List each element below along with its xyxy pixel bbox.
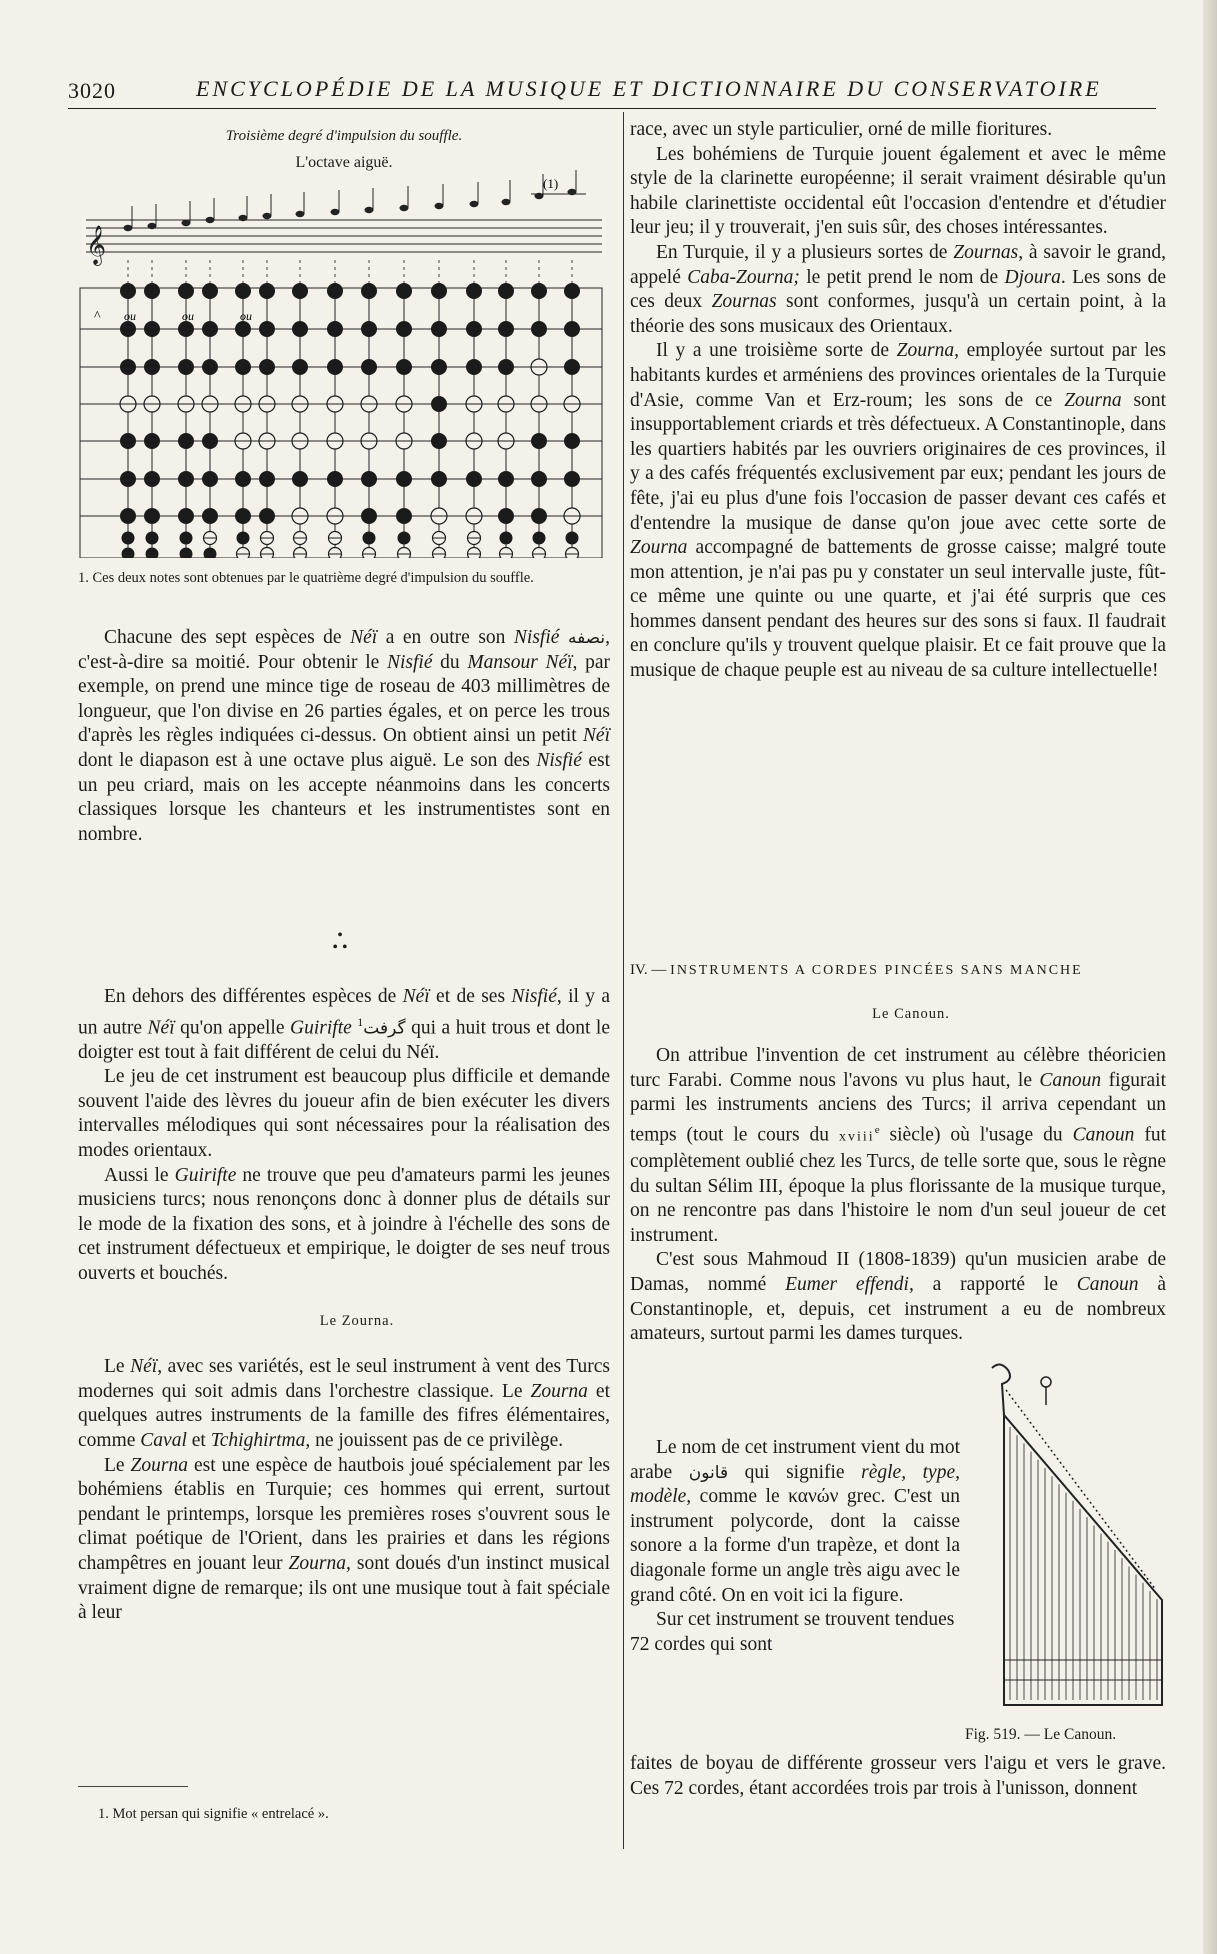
- closed-hole-dot: [120, 433, 136, 449]
- open-hole-dot: [294, 548, 307, 559]
- closed-hole-dot: [564, 359, 580, 375]
- open-hole-dot: [566, 548, 579, 559]
- closed-hole-dot: [144, 508, 160, 524]
- paragraph-amateurs: Aussi le Guirifte ne trouve que peu d'amateurs parmi les jeunes musiciens turcs; nous renonçons donc à donner plus de détails sur le mode de la fixation des sons, et à joindre à l'échelle des sons de cet instrument défectueux et empirique, le doigter de ses neuf trous ouverts et bouchés.: [78, 1164, 611, 1285]
- closed-hole-dot: [531, 433, 547, 449]
- closed-hole-dot: [327, 321, 343, 337]
- closed-hole-dot: [146, 532, 159, 545]
- closed-hole-dot: [202, 471, 218, 487]
- paragraph-cordes-b: faites de boyau de différente grosseur vers l'aigu et vers le grave. Ces 72 cordes, étant accordées trois par trois à l'unisson, donnent: [630, 1753, 1166, 1799]
- right-column-canoun: [630, 958, 1166, 1347]
- footnote-rule: [78, 1786, 188, 1787]
- staff-note: [435, 203, 444, 209]
- closed-hole-dot: [361, 471, 377, 487]
- staff-note: [263, 213, 272, 219]
- closed-hole-dot: [235, 321, 251, 337]
- closed-hole-dot: [396, 321, 412, 337]
- closed-hole-dot: [361, 283, 377, 299]
- closed-hole-dot: [235, 471, 251, 487]
- paragraph-mahmoud: C'est sous Mahmoud II (1808-1839) qu'un musicien arabe de Damas, nommé Eumer effendi, a rapporté le Canoun à Constantinople, et, depuis, cet instrument a eu de nombreux amateurs, surtout parmi les dames turques.: [630, 1249, 1166, 1345]
- fingering-chart-svg: [76, 128, 612, 558]
- music-staff: [86, 220, 602, 266]
- closed-hole-dot: [122, 548, 135, 559]
- closed-hole-dot: [292, 471, 308, 487]
- zourna-heading: Le Zourna.: [319, 1312, 395, 1329]
- closed-hole-dot: [202, 508, 218, 524]
- canoun-heading: Le Canoun.: [872, 1005, 950, 1022]
- closed-hole-dot: [361, 359, 377, 375]
- paragraph-etymology: Le nom de cet instrument vient du mot arabe قانون qui signifie règle, type, modèle, comme le κανών grec. C'est un instrument polycorde, dont la caisse sonore a la forme d'un trapèze, et dont la diagonale forme un angle très aigu avec le grand côté. On en voit ici la figure.: [630, 1437, 960, 1606]
- staff-note: [502, 199, 511, 205]
- right-column-bottom: [630, 1752, 1166, 1801]
- closed-hole-dot: [361, 321, 377, 337]
- closed-hole-dot: [259, 508, 275, 524]
- treble-clef: 𝄞: [86, 225, 107, 265]
- closed-hole-dot: [292, 283, 308, 299]
- closed-hole-dot: [327, 359, 343, 375]
- closed-hole-dot: [120, 471, 136, 487]
- closed-hole-dot: [564, 283, 580, 299]
- paragraph-nei-orchestre: Le Néï, avec ses variétés, est le seul instrument à vent des Turcs modernes qui soit admis dans l'orchestre classique. Le Zourna et quelques autres instruments de la famille des fifres élémentaires, comme Caval et Tchighirtma, ne jouissent pas de ce privilège.: [78, 1356, 610, 1451]
- open-hole-dot: [398, 548, 411, 559]
- canoun-caption: Fig. 519. — Le Canoun.: [965, 1726, 1117, 1743]
- paragraph-race: race, avec un style particulier, orné de mille fioritures.: [630, 119, 1053, 140]
- closed-hole-dot: [144, 433, 160, 449]
- closed-hole-dot: [259, 359, 275, 375]
- staff-notes: [124, 170, 577, 298]
- closed-hole-dot: [202, 359, 218, 375]
- ou-labels: [124, 309, 252, 323]
- closed-hole-dot: [531, 508, 547, 524]
- closed-hole-dot: [178, 508, 194, 524]
- closed-hole-dot: [120, 508, 136, 524]
- closed-hole-dot: [120, 359, 136, 375]
- page-number: 3020: [68, 78, 116, 103]
- closed-hole-dot: [531, 471, 547, 487]
- closed-hole-dot: [144, 321, 160, 337]
- staff-note: [206, 217, 215, 223]
- section-separator: • • •: [332, 927, 348, 956]
- figure-heading: Troisième degré d'impulsion du souffle.: [225, 128, 463, 144]
- open-hole-dot: [329, 548, 342, 559]
- closed-hole-dot: [466, 359, 482, 375]
- closed-hole-dot: [396, 471, 412, 487]
- closed-hole-dot: [363, 532, 376, 545]
- staff-note: [182, 220, 191, 226]
- closed-hole-dot: [120, 283, 136, 299]
- closed-hole-dot: [431, 433, 447, 449]
- closed-hole-dot: [327, 283, 343, 299]
- closed-hole-dot: [431, 321, 447, 337]
- closed-hole-dot: [564, 433, 580, 449]
- staff-note: [331, 209, 340, 215]
- open-hole-dot: [533, 548, 546, 559]
- closed-hole-dot: [498, 471, 514, 487]
- left-column-bottom: [78, 985, 610, 1626]
- page-header: [68, 76, 1156, 110]
- closed-hole-dot: [396, 359, 412, 375]
- closed-hole-dot: [566, 532, 579, 545]
- figure-subheading: L'octave aiguë.: [295, 154, 393, 171]
- closed-hole-dot: [327, 471, 343, 487]
- staff-note: [239, 215, 248, 221]
- staff-note: [296, 211, 305, 217]
- closed-hole-dot: [431, 359, 447, 375]
- closed-hole-dot: [180, 548, 193, 559]
- ou-label: ou: [124, 309, 136, 323]
- page-edge: [1203, 0, 1217, 1954]
- paragraph-zournas-sortes: En Turquie, il y a plusieurs sortes de Zournas, à savoir le grand, appelé Caba-Zourna; le petit prend le nom de Djoura. Les sons de ces deux Zournas sont conformes, jusqu'à un certain point, à la théorie des sons musicaux des Orientaux.: [630, 241, 1167, 337]
- closed-hole-dot: [431, 396, 447, 412]
- closed-hole-dot: [564, 471, 580, 487]
- closed-hole-dot: [202, 433, 218, 449]
- paragraph-cordes-a: Sur cet instrument se trouvent tendues 72 cordes qui sont: [630, 1609, 955, 1655]
- closed-hole-dot: [237, 532, 250, 545]
- canoun-illustration: [986, 1360, 1172, 1712]
- staff-note: [365, 207, 374, 213]
- paragraph-jeu: Le jeu de cet instrument est beaucoup plus difficile et demande souvent l'aide des lèvres du joueur afin de bien exécuter les divers intervalles mélodiques qui sont nécessaires pour la réalisation des modes orientaux.: [78, 1066, 610, 1162]
- open-hole-dot: [500, 548, 513, 559]
- closed-hole-dot: [144, 359, 160, 375]
- header-rule: [68, 108, 1156, 109]
- closed-hole-dot: [178, 433, 194, 449]
- closed-hole-dot: [259, 321, 275, 337]
- paragraph-troisieme-zourna: Il y a une troisième sorte de Zourna, employée surtout par les habitants kurdes et arméniens des provinces orientales de la Turquie d'Asie, comme Van et Erz-roum; les sons de ce Zourna sont insupportablement criards et très défectueux. A Constantinople, dans les quartiers habités par les ouvriers originaires de ces provinces, il y a des cafés fréquentés exclusivement par eux; pendant les jours de fête, j'ai eu plus d'une fois l'occasion de passer devant ces cafés et d'entendre la musique de danse qu'on joue avec cette sorte de Zourna accompagné de battements de grosse caisse; malgré toute mon attention, je n'ai pas pu y constater un seul intervalle juste, fût-ce même une quinte ou une quarte, et j'ai été surpris que ces hommes dansent pendant des heures sur des sons si faux. Il faudrait en conclure qu'ils y trouvent quelque plaisir. Et ce fait prouve que la musique de chaque peuple est au niveau de sa culture intellectuelle!: [630, 340, 1167, 682]
- closed-hole-dot: [431, 283, 447, 299]
- column-divider: [623, 112, 624, 1849]
- closed-hole-dot: [235, 359, 251, 375]
- running-title: ENCYCLOPÉDIE DE LA MUSIQUE ET DICTIONNAIRE DU CONSERVATOIRE: [196, 76, 1102, 101]
- open-hole-dot: [261, 548, 274, 559]
- closed-hole-dot: [202, 283, 218, 299]
- figure-footnote: 1. Ces deux notes sont obtenues par le quatrième degré d'impulsion du souffle.: [78, 570, 534, 586]
- right-column-etymology: [630, 1436, 960, 1657]
- closed-hole-dot: [202, 321, 218, 337]
- closed-hole-dot: [178, 359, 194, 375]
- paragraph-clarinette: Les bohémiens de Turquie jouent également et avec le même style de la clarinette européenne; il serait vraiment désirable qu'un habile clarinettiste occidental eût l'occasion d'entendre et d'étudier leur jeu; il y trouverait, j'en suis sûr, des choses intéressantes.: [630, 143, 1166, 239]
- closed-hole-dot: [361, 508, 377, 524]
- ou-label: ou: [182, 309, 194, 323]
- staff-note: [400, 205, 409, 211]
- closed-hole-dot: [259, 471, 275, 487]
- paragraph-zourna-bohemiens: Le Zourna est une espèce de hautbois joué spécialement par les bohémiens établis en Turquie; ces hommes qui errent, surtout pendant le printemps, lorsque les premières roses s'ouvrent sous le climat poétique de l'Orient, dans les prairies et dans les régions champêtres en jouant leur Zourna, sont doués d'un instinct musical vraiment digne de remarque; ils ont une musique tout à fait spéciale à leur: [78, 1454, 610, 1624]
- page-footnote: 1. Mot persan qui signifie « entrelacé ».: [98, 1806, 329, 1822]
- closed-hole-dot: [531, 321, 547, 337]
- paragraph-nisfie: Chacune des sept espèces de Néï a en outre son Nisfié نصفه, c'est-à-dire sa moitié. Pour obtenir le Nisfié du Mansour Néï, par exemple, on prend une mince tige de roseau de 403 millimètres de longueur, que l'on divise en 26 parties égales, et on perce les trous d'après les règles indiquées ci-dessus. On obtient ainsi un petit Néï dont le diapason est à une octave plus aiguë. Le son des Nisfié est un peu criard, mais on les accepte néanmoins dans les concerts classiques lorsque les chanteurs et les instrumentistes sont en nombre.: [78, 627, 611, 845]
- closed-hole-dot: [204, 548, 217, 559]
- right-column-top: [630, 118, 1166, 684]
- closed-hole-dot: [396, 508, 412, 524]
- staff-note: [124, 225, 133, 231]
- closed-hole-dot: [498, 283, 514, 299]
- closed-hole-dot: [531, 283, 547, 299]
- paragraph-farabi: On attribue l'invention de cet instrument au célèbre théoricien turc Farabi. Comme nous l'avons vu plus haut, le Canoun figurait parmi les instruments anciens des Turcs; il arriva cependant un temps (tout le cours du xviii$^e$ siècle) où l'usage du Canoun fut complètement oublié chez les Turcs, de telle sorte que, sous le règne du sultan Sélim III, époque la plus florissante de la musique turque, on ne rencontre pas dans l'histoire le nom d'un seul joueur de cet instrument.: [630, 1045, 1166, 1246]
- closed-hole-dot: [431, 471, 447, 487]
- closed-hole-dot: [398, 532, 411, 545]
- open-hole-dot: [237, 548, 250, 559]
- open-hole-dot: [468, 548, 481, 559]
- closed-hole-dot: [178, 321, 194, 337]
- closed-hole-dot: [498, 508, 514, 524]
- staff-note: [470, 201, 479, 207]
- section-heading: IV. — INSTRUMENTS A CORDES PINCÉES SANS MANCHE: [630, 962, 1083, 978]
- closed-hole-dot: [533, 532, 546, 545]
- closed-hole-dot: [564, 321, 580, 337]
- left-column-top: [78, 626, 610, 847]
- bracket-label: (1): [543, 176, 559, 191]
- closed-hole-dot: [292, 359, 308, 375]
- closed-hole-dot: [122, 532, 135, 545]
- open-hole-dot: [433, 548, 446, 559]
- closed-hole-dot: [498, 359, 514, 375]
- closed-hole-dot: [396, 283, 412, 299]
- closed-hole-dot: [235, 283, 251, 299]
- closed-hole-dot: [466, 471, 482, 487]
- closed-hole-dot: [178, 283, 194, 299]
- closed-hole-dot: [498, 321, 514, 337]
- staff-note: [148, 223, 157, 229]
- closed-hole-dot: [500, 532, 513, 545]
- closed-hole-dot: [466, 321, 482, 337]
- fingering-chart-figure: [76, 128, 612, 558]
- closed-hole-dot: [178, 471, 194, 487]
- closed-hole-dot: [235, 508, 251, 524]
- closed-hole-dot: [120, 321, 136, 337]
- closed-hole-dot: [466, 283, 482, 299]
- closed-hole-dot: [144, 471, 160, 487]
- ou-label: ou: [240, 309, 252, 323]
- closed-hole-dot: [259, 283, 275, 299]
- fingering-dots: [120, 283, 580, 558]
- open-hole-dot: [363, 548, 376, 559]
- closed-hole-dot: [144, 283, 160, 299]
- closed-hole-dot: [146, 548, 159, 559]
- closed-hole-dot: [180, 532, 193, 545]
- closed-hole-dot: [292, 321, 308, 337]
- paragraph-guirifte: En dehors des différentes espèces de Néï et de ses Nisfié, il y a un autre Néï qu'on appelle Guirifte گرفت$^1$ qui a huit trous et dont le doigter est tout à fait différent de celui du Néï.: [78, 986, 611, 1063]
- breath-mark: ^: [94, 309, 101, 324]
